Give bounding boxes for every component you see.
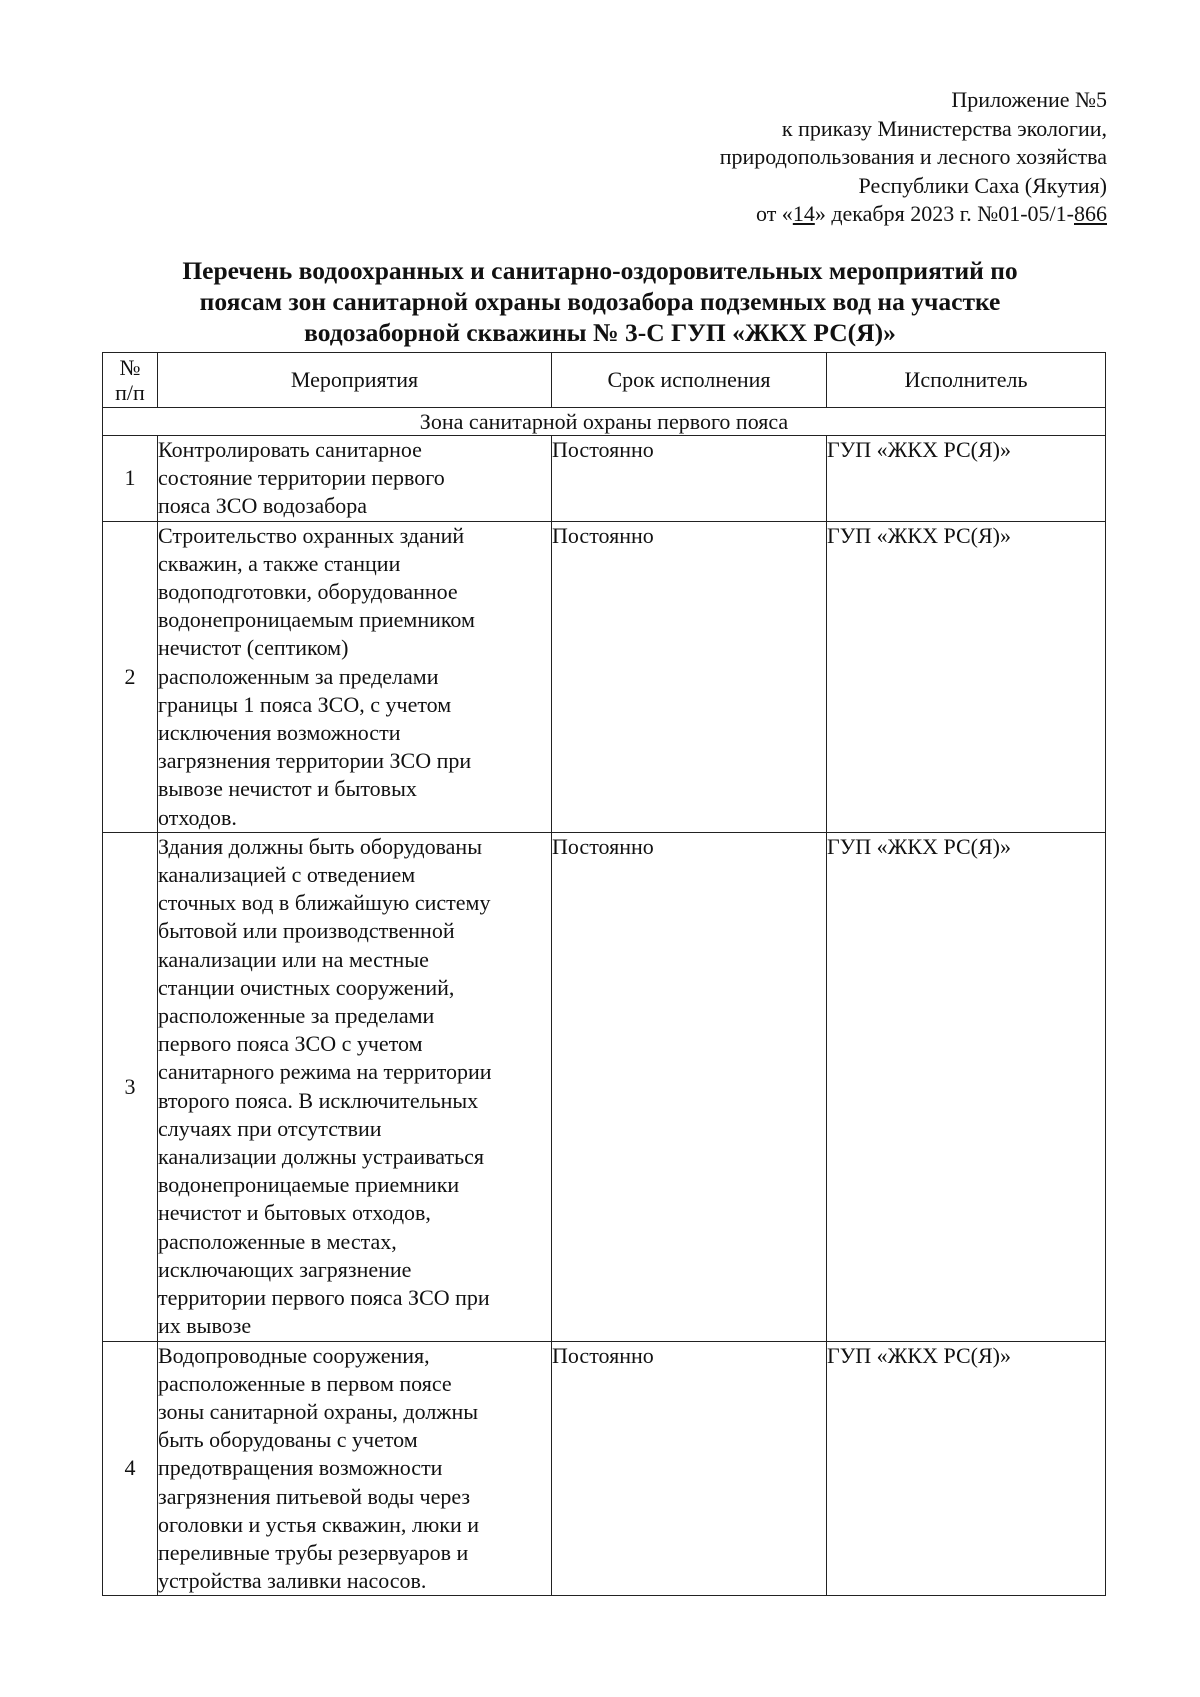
activity-line: расположенные в первом поясе bbox=[158, 1370, 452, 1396]
document-title bbox=[100, 255, 1100, 348]
row-activity bbox=[158, 1341, 552, 1596]
header-activities: Мероприятия bbox=[158, 353, 552, 408]
table-row bbox=[103, 1341, 1106, 1596]
activity-line: санитарного режима на территории bbox=[158, 1059, 492, 1085]
table-row bbox=[103, 436, 1106, 522]
activity-line: канализации должны устраиваться bbox=[158, 1144, 485, 1170]
table-row bbox=[103, 521, 1106, 832]
row-number: 1 bbox=[103, 436, 158, 522]
title-line: поясам зон санитарной охраны водозабора подземных вод на участке bbox=[199, 287, 1001, 316]
activity-line: исключающих загрязнение bbox=[158, 1256, 412, 1282]
row-executor: ГУП «ЖКХ РС(Я)» bbox=[827, 436, 1106, 522]
appendix-line: к приказу Министерства экологии, bbox=[781, 115, 1107, 141]
activity-line: зоны санитарной охраны, должны bbox=[158, 1398, 479, 1424]
order-number: 866 bbox=[1074, 201, 1107, 226]
order-date-line bbox=[587, 200, 1107, 229]
appendix-line: Республики Саха (Якутия) bbox=[858, 172, 1107, 198]
header-term: Срок исполнения bbox=[552, 353, 827, 408]
order-date-prefix: от « bbox=[755, 201, 793, 226]
activity-line: оголовки и устья скважин, люки и bbox=[158, 1511, 480, 1537]
activity-line: расположенным за пределами bbox=[158, 663, 439, 689]
activity-line: скважин, а также станции bbox=[158, 550, 401, 576]
activity-line: канализации или на местные bbox=[158, 946, 429, 972]
title-line: водозаборной скважины № 3-С ГУП «ЖКХ РС(Я)» bbox=[304, 318, 896, 347]
row-number: 2 bbox=[103, 521, 158, 832]
activity-line: отходов. bbox=[158, 804, 237, 830]
activity-line: вывозе нечистот и бытовых bbox=[158, 776, 417, 802]
order-date-day: 14 bbox=[792, 201, 815, 226]
row-activity bbox=[158, 521, 552, 832]
activity-line: устройства заливки насосов. bbox=[158, 1568, 427, 1594]
activity-line: расположенные за пределами bbox=[158, 1003, 435, 1029]
row-number: 4 bbox=[103, 1341, 158, 1596]
activity-line: предотвращения возможности bbox=[158, 1455, 443, 1481]
activity-line: расположенные в местах, bbox=[158, 1228, 397, 1254]
header-number-abbr: п/п bbox=[115, 380, 145, 405]
header-number-symbol: № bbox=[119, 355, 141, 380]
activity-line: нечистот (септиком) bbox=[158, 635, 349, 661]
activity-line: исключения возможности bbox=[158, 720, 401, 746]
row-activity bbox=[158, 832, 552, 1341]
activity-line: их вывозе bbox=[158, 1313, 252, 1339]
measures-table bbox=[102, 352, 1106, 1596]
activity-line: переливные трубы резервуаров и bbox=[158, 1539, 469, 1565]
activity-line: нечистот и бытовых отходов, bbox=[158, 1200, 431, 1226]
row-executor: ГУП «ЖКХ РС(Я)» bbox=[827, 832, 1106, 1341]
activity-line: канализацией с отведением bbox=[158, 862, 416, 888]
row-executor: ГУП «ЖКХ РС(Я)» bbox=[827, 521, 1106, 832]
activity-line: пояса ЗСО водозабора bbox=[158, 493, 368, 519]
activity-line: состояние территории первого bbox=[158, 465, 445, 491]
row-term: Постоянно bbox=[552, 1341, 827, 1596]
activity-line: сточных вод в ближайшую систему bbox=[158, 890, 491, 916]
header-executor: Исполнитель bbox=[827, 353, 1106, 408]
activity-line: случаях при отсутствии bbox=[158, 1115, 382, 1141]
activity-line: второго пояса. В исключительных bbox=[158, 1087, 479, 1113]
table-header-row bbox=[103, 353, 1106, 408]
row-activity bbox=[158, 436, 552, 522]
zone-row bbox=[103, 408, 1106, 436]
activity-line: быть оборудованы с учетом bbox=[158, 1427, 418, 1453]
activity-line: территории первого пояса ЗСО при bbox=[158, 1285, 490, 1311]
title-line: Перечень водоохранных и санитарно-оздоровительных мероприятий по bbox=[182, 256, 1018, 285]
row-executor: ГУП «ЖКХ РС(Я)» bbox=[827, 1341, 1106, 1596]
activity-line: первого пояса ЗСО с учетом bbox=[158, 1031, 423, 1057]
activity-line: Водопроводные сооружения, bbox=[158, 1342, 430, 1368]
activity-line: бытовой или производственной bbox=[158, 918, 455, 944]
appendix-line: Приложение №5 bbox=[951, 87, 1107, 112]
activity-line: границы 1 пояса ЗСО, с учетом bbox=[158, 691, 452, 717]
activity-line: загрязнения территории ЗСО при bbox=[158, 748, 472, 774]
activity-line: загрязнения питьевой воды через bbox=[158, 1483, 471, 1509]
row-term: Постоянно bbox=[552, 832, 827, 1341]
appendix-line: природопользования и лесного хозяйства bbox=[719, 144, 1107, 169]
row-number: 3 bbox=[103, 832, 158, 1341]
activity-line: Контролировать санитарное bbox=[158, 437, 422, 462]
appendix-header bbox=[587, 86, 1107, 229]
order-date-middle: » декабря 2023 г. №01-05/1- bbox=[814, 201, 1074, 226]
activity-line: водоподготовки, оборудованное bbox=[158, 579, 458, 605]
table-row bbox=[103, 832, 1106, 1341]
row-term: Постоянно bbox=[552, 521, 827, 832]
activity-line: водонепроницаемым приемником bbox=[158, 607, 475, 633]
activity-line: водонепроницаемые приемники bbox=[158, 1172, 460, 1198]
header-number bbox=[103, 353, 158, 408]
activity-line: Строительство охранных зданий bbox=[158, 522, 465, 548]
activity-line: Здания должны быть оборудованы bbox=[158, 833, 482, 859]
row-term: Постоянно bbox=[552, 436, 827, 522]
activity-line: станции очистных сооружений, bbox=[158, 974, 455, 1000]
zone-title: Зона санитарной охраны первого пояса bbox=[103, 408, 1106, 436]
